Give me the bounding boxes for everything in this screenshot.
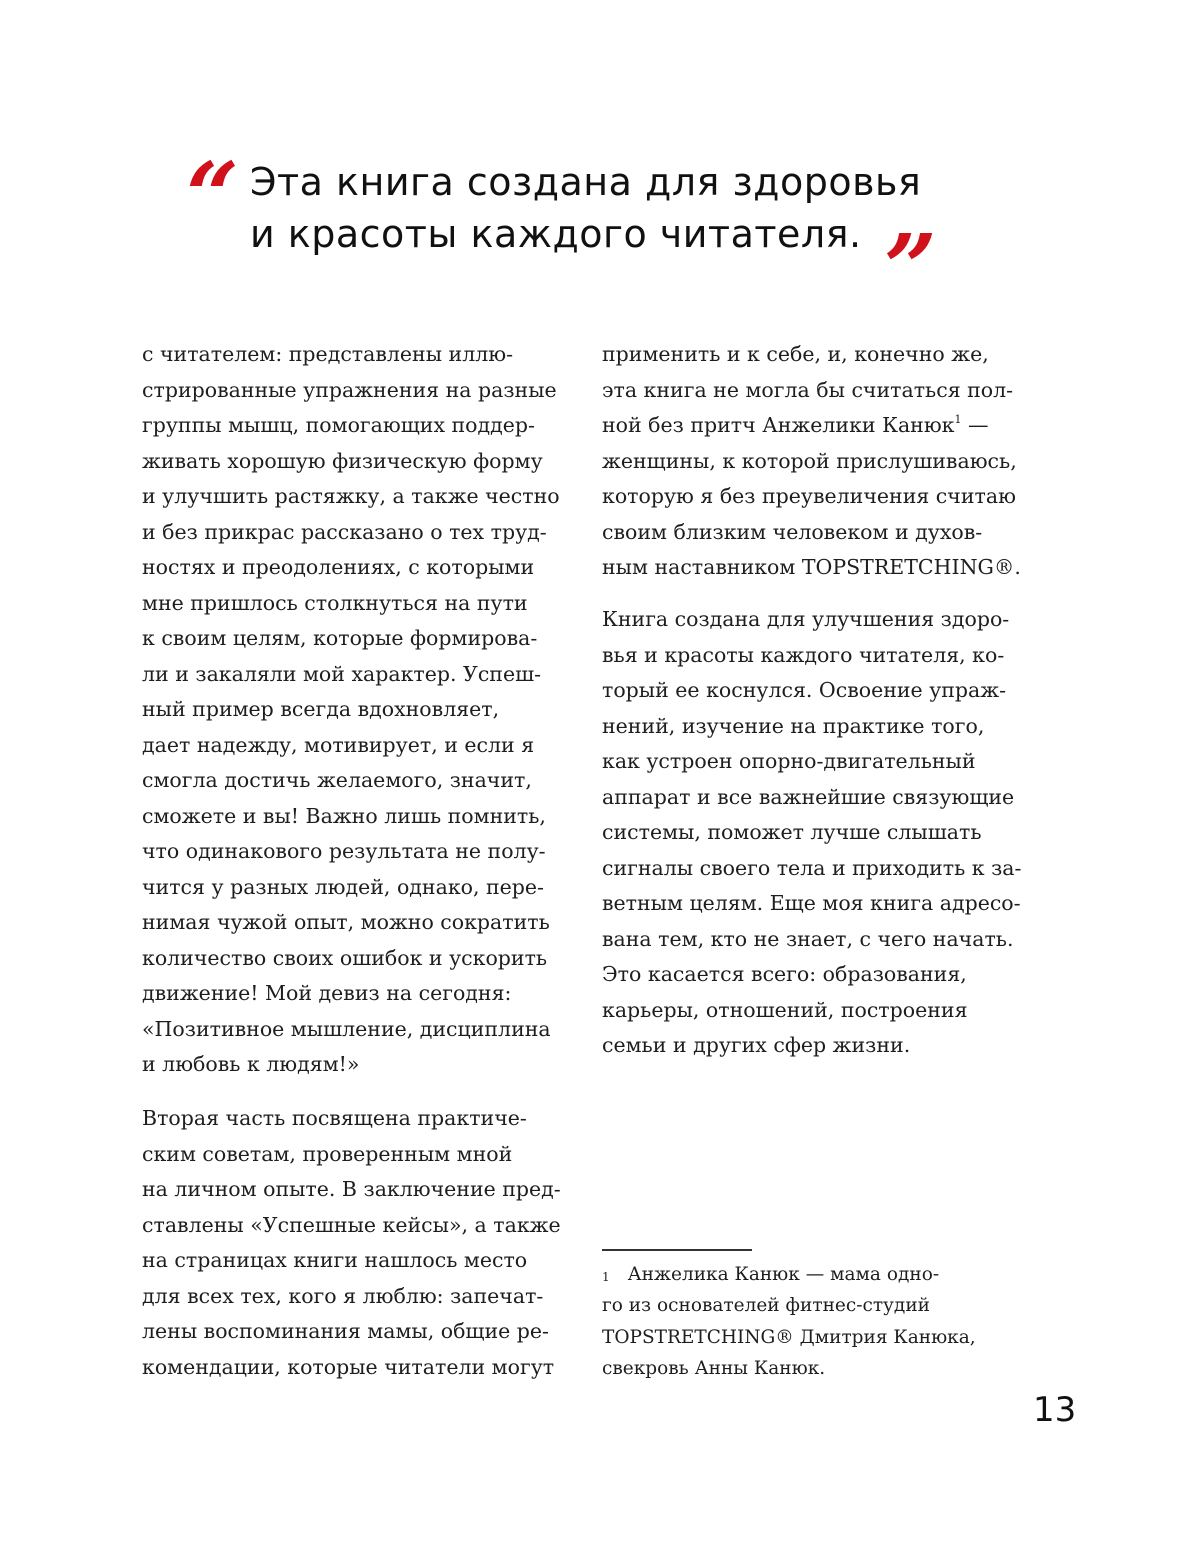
footnote-line: TOPSTRETCHING® Дмитрия Канюка, [602,1326,976,1348]
text-line: женщины, к которой прислушиваюсь, [602,448,1017,473]
text-line [602,408,1021,444]
text-line: лены воспоминания мамы, общие ре- [142,1319,549,1343]
text-line: эта книга не могла бы считаться пол- [602,377,1014,402]
text-line: нимая чужой опыт, можно сократить [142,910,550,934]
text-line: карьеры, отношений, построения [602,997,968,1022]
text-line: группы мышц, помогающих поддер- [142,413,535,437]
text-line: живать хорошую физическую форму [142,448,543,473]
text-line: Это касается всего: образования, [602,962,967,986]
footnote-reference[interactable]: 1 [954,413,962,426]
text-line: сможете и вы! Важно лишь помнить, [142,803,546,828]
text-line: движение! Мой девиз на сегодня: [142,981,512,1005]
text-line: к своим целям, которые формирова- [142,626,538,650]
text-line: с читателем: представлены иллю- [142,342,514,366]
text-fragment: — [961,413,989,437]
text-line: дает надежду, мотивирует, и если я [142,732,535,757]
text-line: и улучшить растяжку, а также честно [142,484,560,508]
text-line: вана тем, кто не знает, с чего начать. [602,926,1014,951]
footnote-number: 1 [602,1270,610,1284]
left-column-paragraph-1 [142,337,560,1083]
footnote-line: го из основателей фитнес-студий [602,1295,930,1317]
text-line: ветным целям. Еще моя книга адресо- [602,891,1021,915]
text-line: количество своих ошибок и ускорить [142,945,548,970]
open-quote-mark: “ [186,142,239,250]
text-line: аппарат и все важнейшие связующие [602,784,1015,809]
text-line: как устроен опорно-двигательный [602,749,976,773]
text-line: для всех тех, кого я люблю: запечат- [142,1283,544,1308]
text-line: семьи и других сфер жизни. [602,1033,911,1057]
text-line: которую я без преувеличения считаю [602,484,1016,508]
text-line: Вторая часть посвящена практиче- [142,1106,527,1130]
text-line: мне пришлось столкнуться на пути [142,590,528,615]
text-line: ставлены «Успешные кейсы», а также [142,1212,561,1237]
pull-quote-line: и красоты каждого читателя. [250,212,862,256]
left-column-paragraph-2 [142,1101,561,1385]
right-column-paragraph-1 [602,337,1021,586]
footnote-divider [602,1249,752,1251]
text-line: и без прикрас рассказано о тех труд- [142,519,547,544]
text-line: на страницах книги нашлось место [142,1248,528,1272]
text-line: вья и красоты каждого читателя, ко- [602,642,1005,667]
footnote-line: Анжелика Канюк — мама одно- [627,1264,940,1285]
text-line: и любовь к людям!» [142,1052,360,1076]
text-line: применить и к себе, и, конечно же, [602,342,989,366]
text-line: нений, изучение на практике того, [602,713,985,738]
close-quote-mark: ” [884,214,937,322]
text-line: комендации, которые читатели могут [142,1354,555,1379]
text-line: «Позитивное мышление, дисциплина [142,1016,551,1041]
text-line: ностях и преодолениях, с которыми [142,555,535,579]
text-line: чится у разных людей, однако, пере- [142,874,544,899]
text-line: своим близким человеком и духов- [602,519,983,544]
text-line: на личном опыте. В заключение пред- [142,1177,561,1201]
right-column-paragraph-2 [602,602,1021,1064]
text-line: системы, поможет лучше слышать [602,820,982,844]
pull-quote-line: Эта книга создана для здоровья [250,160,922,204]
text-line: смогла достичь желаемого, значит, [142,768,532,792]
pull-quote [250,156,921,260]
text-fragment: ной без притч Анжелики Канюк [602,413,955,437]
text-line: стрированные упражнения на разные [142,377,557,402]
page-number: 13 [1033,1390,1077,1430]
text-line: торый ее коснулся. Освоение упраж- [602,678,1007,702]
footnote-line: свекровь Анны Канюк. [602,1357,826,1379]
text-line: ли и закаляли мой характер. Успеш- [142,661,542,686]
text-line: ским советам, проверенным мной [142,1141,513,1166]
text-line: что одинакового результата не полу- [142,839,546,863]
text-line: ным наставником TOPSTRETCHING®. [602,555,1021,579]
text-line: сигналы своего тела и приходить к за- [602,855,1022,880]
text-line: Книга создана для улучшения здоро- [602,607,1010,631]
text-line: ный пример всегда вдохновляет, [142,697,500,721]
footnote [602,1259,976,1384]
